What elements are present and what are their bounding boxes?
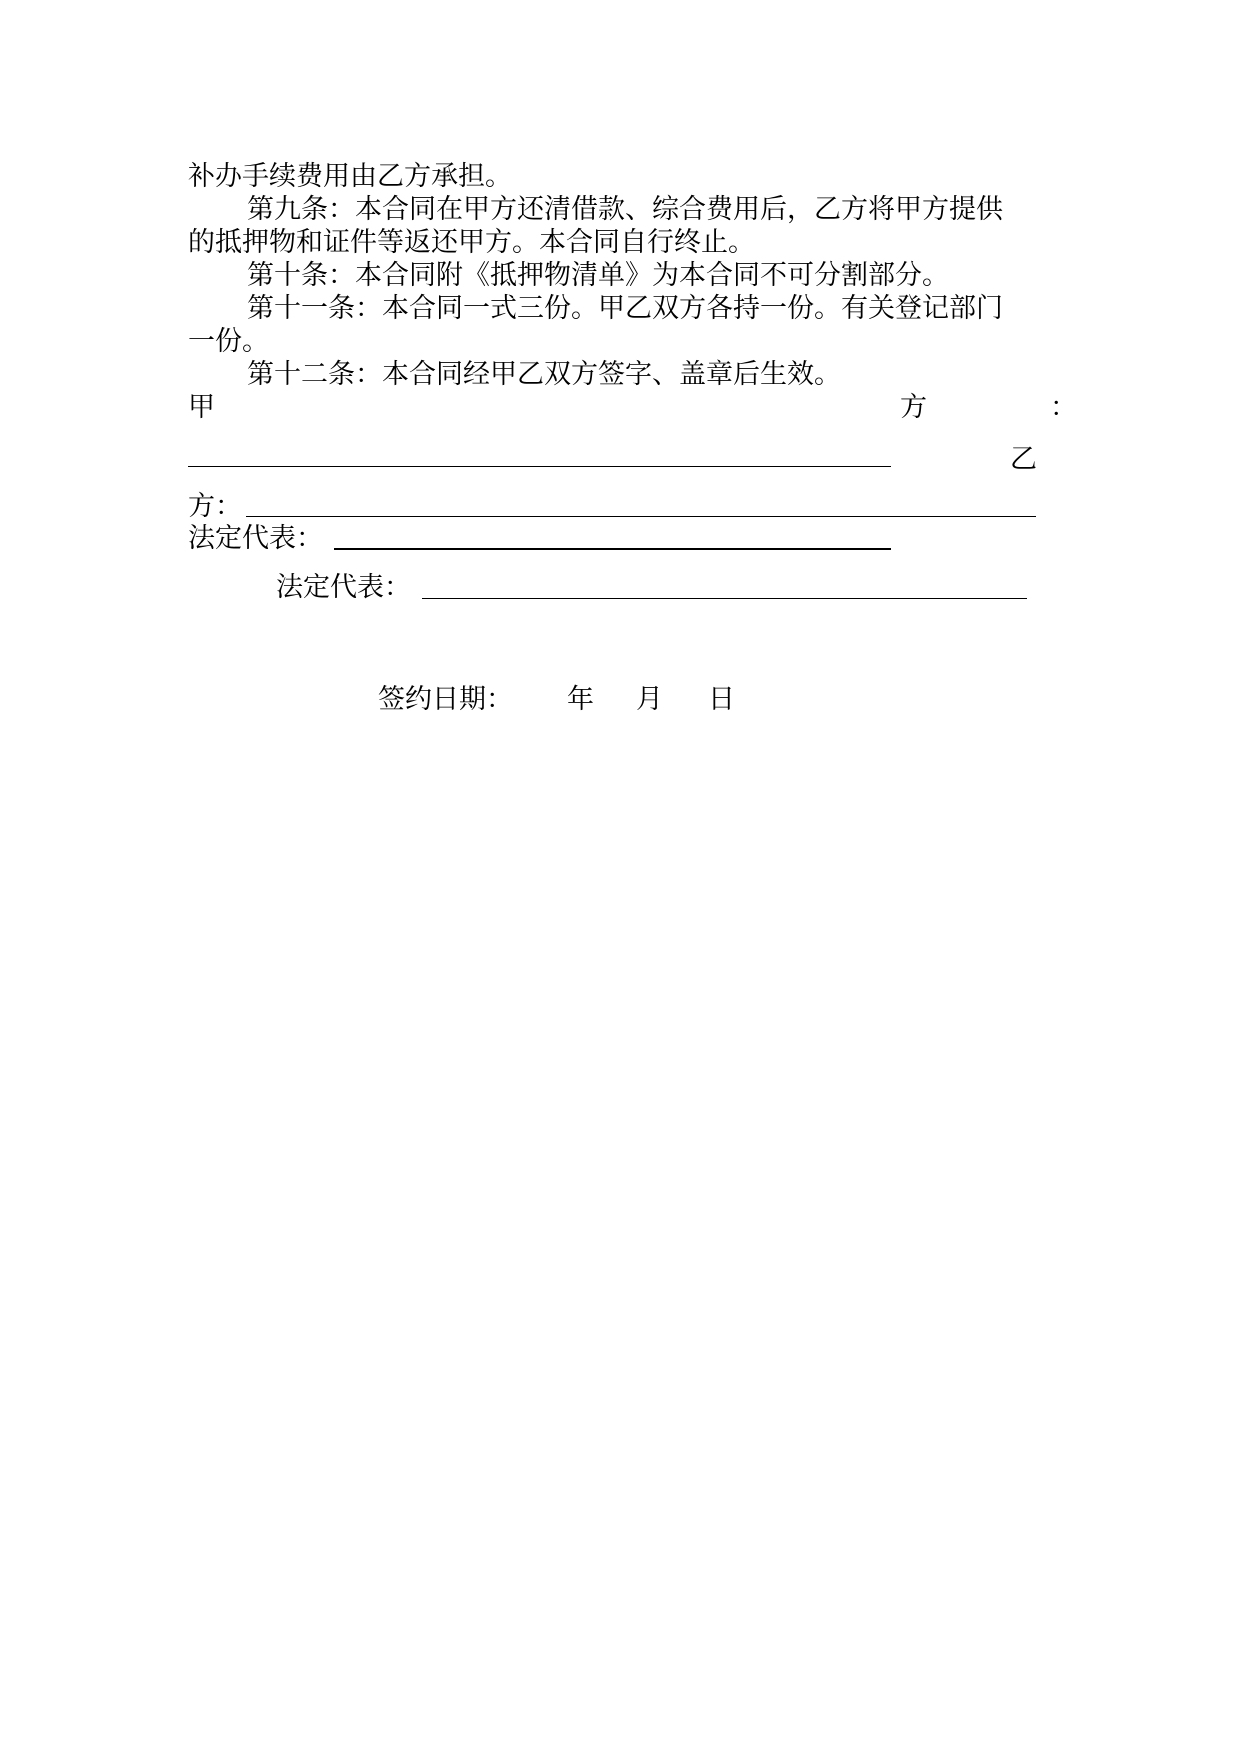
clause9-line1: 第九条：本合同在甲方还清借款、综合费用后，乙方将甲方提供 bbox=[247, 194, 1003, 225]
party-b-signature-line bbox=[246, 516, 1036, 517]
party-a-colon: ： bbox=[1050, 392, 1077, 423]
clause11-line2: 一份。 bbox=[188, 326, 269, 357]
party-a-char2: 方 bbox=[900, 392, 927, 423]
clause12: 第十二条：本合同经甲乙双方签字、盖章后生效。 bbox=[247, 359, 841, 390]
legal-rep-b-label: 法定代表： bbox=[276, 572, 411, 603]
clause9-line2: 的抵押物和证件等返还甲方。本合同自行终止。 bbox=[188, 227, 755, 258]
clause10: 第十条：本合同附《抵押物清单》为本合同不可分割部分。 bbox=[247, 260, 949, 291]
legal-rep-a-label: 法定代表： bbox=[188, 523, 323, 554]
clause8-continuation: 补办手续费用由乙方承担。 bbox=[188, 161, 512, 192]
legal-rep-b-line bbox=[422, 598, 1027, 599]
party-a-signature-line bbox=[188, 466, 891, 467]
date-year: 年 bbox=[567, 684, 594, 715]
party-b-label: 方： bbox=[188, 491, 242, 522]
clause11-line1: 第十一条：本合同一式三份。甲乙双方各持一份。有关登记部门 bbox=[247, 293, 1003, 324]
date-month: 月 bbox=[636, 684, 663, 715]
party-a-char1: 甲 bbox=[188, 392, 215, 423]
date-day: 日 bbox=[708, 684, 735, 715]
signing-date-label: 签约日期： bbox=[378, 684, 513, 715]
party-b-char1: 乙 bbox=[1010, 444, 1037, 475]
legal-rep-a-line bbox=[334, 548, 891, 550]
